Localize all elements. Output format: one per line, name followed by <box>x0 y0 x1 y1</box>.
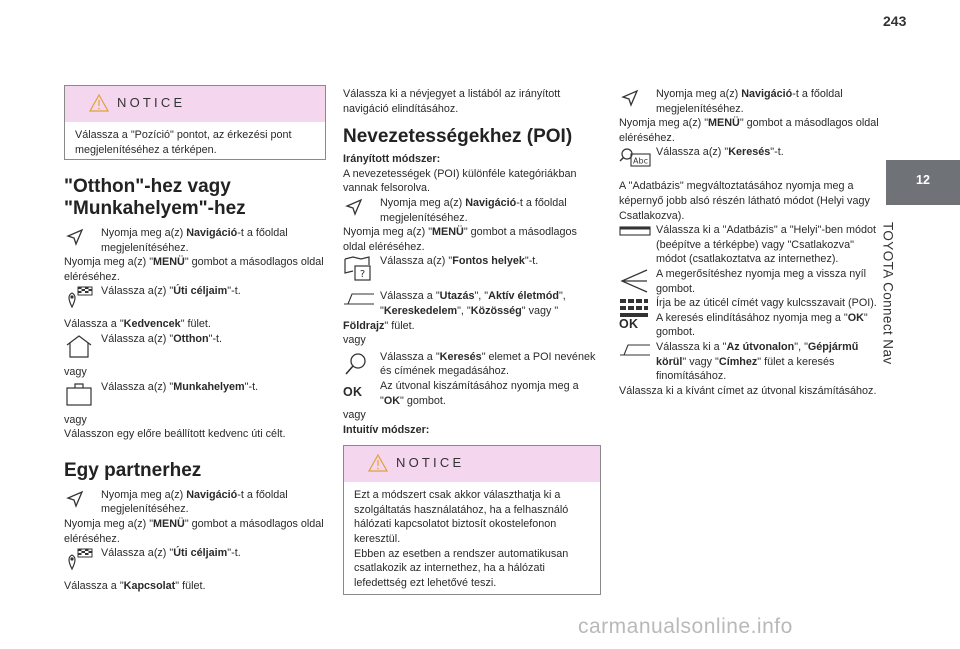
step-keyword: Írja be az úticél címét vagy kulcsszavait (POI). <box>619 296 879 311</box>
section-heading-partner: Egy partnerhez <box>64 459 202 481</box>
column-1 <box>64 85 326 594</box>
notice-title: NOTICE <box>117 95 186 110</box>
warning-icon <box>89 94 109 112</box>
step-menu: Nyomja meg a(z) "MENÜ" gombot a másodlagos oldal eléréséhez. <box>619 117 879 144</box>
step-calculate-route: OK Az útvonal kiszámításához nyomja meg a "OK" gombot. <box>343 379 601 408</box>
section-heading-poi: Nevezetességekhez (POI) <box>343 126 573 148</box>
section-heading-home-work: "Otthon"-hez vagy "Munkahelyem"-hez <box>64 176 246 219</box>
notice-paragraph-2: Ebben az esetben a rendszer automatikusan csatlakozik az internethez, ha a hálózati lefedettség ezt lehetővé teszi. <box>354 547 569 589</box>
final-text: Válassza ki a kívánt címet az útvonal kiszámításához. <box>619 384 877 397</box>
or-text: vagy <box>343 409 366 422</box>
step-menu: Nyomja meg a(z) "MENÜ" gombot a másodlagos oldal eléréséhez. <box>64 256 324 283</box>
or-text: vagy <box>64 413 87 426</box>
watermark: carmanualsonline.info <box>578 615 793 638</box>
categories-text: A nevezetességek (POI) különféle kategóriákban vannak felsorolva. <box>343 167 577 195</box>
step-home: Válassza a(z) "Otthon"-t. <box>64 332 326 362</box>
chapter-number: 12 <box>916 173 930 187</box>
step-local-connected: Válassza ki a "Adatbázis" a "Helyi"-ben módot (beépítve a térképbe) vagy "Csatlakozva" módot (csatlakoztatva az internethez). <box>619 223 879 267</box>
step-route-tabs: Válassza ki a "Az útvonalon", "Gépjármű körül" vagy "Címhez" fület a keresés finomításához. <box>619 340 879 384</box>
notice-title: NOTICE <box>396 455 465 471</box>
column-3 <box>619 87 879 398</box>
tabs-icon <box>619 341 652 369</box>
tabs-icon <box>343 290 376 318</box>
step-navigation: Nyomja meg a(z) Navigáció-t a főoldal megjelenítéséhez. <box>64 226 326 255</box>
column-2 <box>343 87 601 595</box>
briefcase-icon <box>64 381 97 409</box>
step-important-places: ? Válassza a(z) "Fontos helyek"-t. <box>343 254 601 284</box>
chapter-title-container <box>880 222 910 402</box>
step-work: Válassza a(z) "Munkahelyem"-t. <box>64 380 326 410</box>
database-mode-icon <box>619 224 652 252</box>
chapter-title: TOYOTA Connect Nav <box>880 222 896 365</box>
page-number: 243 <box>883 13 907 29</box>
step-menu: Nyomja meg a(z) "MENÜ" gombot a másodlagos oldal eléréséhez. <box>64 517 324 545</box>
notice-header <box>344 446 600 482</box>
step-menu: Nyomja meg a(z) "MENÜ" gombot a másodlagos oldal eléréséhez. <box>343 226 577 253</box>
step-my-destinations: Válassza a(z) "Úti céljaim"-t. <box>64 546 326 576</box>
ok-button-icon: OK <box>619 316 639 331</box>
or-text: vagy <box>343 334 366 347</box>
database-text: A "Adatbázis" megváltoztatásához nyomja meg a képernyő jobb alsó részén látható módot (Helyi vagy Csatlakozva). <box>619 180 870 222</box>
notice-box <box>64 85 326 160</box>
or-text: vagy <box>64 365 87 378</box>
intro-text: Válassza ki a névjegyet a listából az irányított navigáció elindításához. <box>343 88 561 115</box>
step-back: A megerősítéshez nyomja meg a vissza nyíl gombot. <box>619 267 879 296</box>
step-navigation: Nyomja meg a(z) Navigáció-t a főoldal megjelenítéséhez. <box>619 87 879 116</box>
destination-flag-icon <box>64 285 97 313</box>
search-abc-icon <box>619 146 652 174</box>
intuitive-method-label: Intuitív módszer: <box>343 423 430 436</box>
step-category-tabs: Válassza a "Utazás", "Aktív életmód", "Kereskedelem", "Közösség" vagy " <box>343 289 601 318</box>
step-start-search: OK A keresés elindításához nyomja meg a "OK" gombot. <box>619 311 879 340</box>
notice-text <box>344 482 600 598</box>
poi-map-icon <box>343 255 376 283</box>
step-category-tabs-end: Földrajz" fület. <box>343 319 415 332</box>
home-icon <box>64 333 97 361</box>
step-favourites: Válassza a "Kedvencek" fület. <box>64 318 211 331</box>
step-search-element: Válassza a "Keresés" elemet a POI nevének és címének megadásához. <box>343 350 601 379</box>
chapter-tab <box>886 160 960 205</box>
notice-header <box>65 86 325 122</box>
step-navigation: Nyomja meg a(z) Navigáció-t a főoldal megjelenítéséhez. <box>64 488 326 517</box>
destination-flag-icon <box>64 547 97 575</box>
notice-text: Válassza a "Pozíció" pontot, az érkezési pont megjelenítéséhez a térképen. <box>75 129 292 156</box>
navigation-icon <box>64 227 97 255</box>
step-navigation: Nyomja meg a(z) Navigáció-t a főoldal megjelenítéséhez. <box>343 196 601 225</box>
notice-box <box>343 445 601 595</box>
step-search: Abc Válassza a(z) "Keresés"-t. <box>619 145 879 175</box>
step-contact-tab: Válassza a "Kapcsolat" fület. <box>64 580 206 593</box>
guided-method-label: Irányított módszer: <box>343 153 441 166</box>
navigation-icon <box>619 88 652 116</box>
svg-text:?: ? <box>359 269 366 281</box>
warning-icon <box>368 454 388 472</box>
navigation-icon <box>64 489 97 517</box>
step-my-destinations: Válassza a(z) "Úti céljaim"-t. <box>64 284 326 314</box>
navigation-icon <box>343 197 376 225</box>
step-preset-favourite: Válasszon egy előre beállított kedvenc úti célt. <box>64 428 286 441</box>
magnifier-icon <box>343 351 376 379</box>
svg-text:Abc: Abc <box>633 156 648 166</box>
ok-button-icon: OK <box>343 384 363 399</box>
notice-paragraph-1: Ezt a módszert csak akkor választhatja ki a szolgáltatás használatához, ha a felhasználó hálózati kapcsolatot biztosít okostelefonon keresztül. <box>354 489 569 546</box>
back-arrow-icon <box>619 268 652 296</box>
